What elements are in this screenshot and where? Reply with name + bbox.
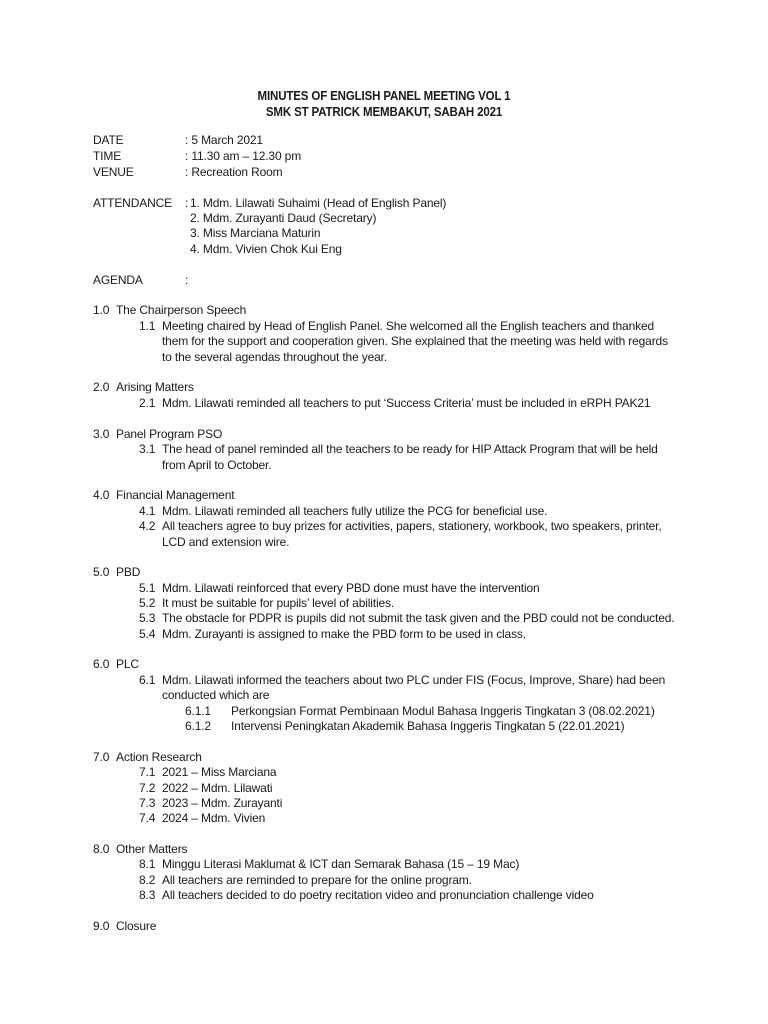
item-number: 2.1 [139, 396, 156, 410]
section-number: 3.0 [93, 427, 110, 441]
section-number: 4.0 [93, 488, 110, 502]
section-number: 5.0 [93, 565, 110, 579]
section-number: 6.0 [93, 657, 110, 671]
item-text-line: to the several agendas throughout the year. [162, 350, 388, 364]
item-number: 5.2 [139, 596, 156, 610]
item-number: 6.1 [139, 673, 156, 687]
section-title: PLC [116, 657, 139, 671]
item-text-line: conducted which are [162, 688, 270, 702]
subitem-text: Intervensi Peningkatan Akademik Bahasa Inggeris Tingkatan 5 (22.01.2021) [231, 719, 625, 733]
section-title: PBD [116, 565, 141, 579]
section-title: Action Research [116, 750, 202, 764]
attendance-label: ATTENDANCE [93, 196, 172, 210]
item-number: 5.1 [139, 581, 156, 595]
item-number: 8.3 [139, 888, 156, 902]
item-text-line: Minggu Literasi Maklumat & ICT dan Semarak Bahasa (15 – 19 Mac) [162, 857, 520, 871]
item-text-line: Mdm. Zurayanti is assigned to make the PBD form to be used in class. [162, 627, 526, 641]
item-text-line: Mdm. Lilawati reminded all teachers fully utilize the PCG for beneficial use. [162, 504, 548, 518]
item-text-line: The obstacle for PDPR is pupils did not submit the task given and the PBD could not be conducted. [162, 611, 675, 625]
item-text-line: 2021 – Miss Marciana [162, 765, 277, 779]
item-text-line: The head of panel reminded all the teachers to be ready for HIP Attack Program that will be held [162, 442, 658, 456]
item-number: 8.2 [139, 873, 156, 887]
item-text-line: them for the support and cooperation given. She explained that the meeting was held with regards [162, 334, 668, 348]
item-text-line: All teachers are reminded to prepare for the online program. [162, 873, 472, 887]
item-number: 4.1 [139, 504, 156, 518]
section-number: 7.0 [93, 750, 110, 764]
title-line-1: MINUTES OF ENGLISH PANEL MEETING VOL 1 [257, 89, 511, 103]
item-text-line: Meeting chaired by Head of English Panel. She welcomed all the English teachers and thanked [162, 319, 654, 333]
subitem-text: Perkongsian Format Pembinaan Modul Bahasa Inggeris Tingkatan 3 (08.02.2021) [231, 704, 655, 718]
item-number: 1.1 [139, 319, 156, 333]
section-number: 8.0 [93, 842, 110, 856]
item-text-line: 2022 – Mdm. Lilawati [162, 781, 273, 795]
section-title: Panel Program PSO [116, 427, 223, 441]
item-number: 3.1 [139, 442, 156, 456]
attendee: 4. Mdm. Vivien Chok Kui Eng [190, 242, 342, 256]
time-label: TIME [93, 149, 122, 163]
item-text-line: Mdm. Lilawati reminded all teachers to put ‘Success Criteria’ must be included in eRPH PAK21 [162, 396, 651, 410]
item-number: 7.1 [139, 765, 156, 779]
item-text-line: Mdm. Lilawati reinforced that every PBD done must have the intervention [162, 581, 540, 595]
item-number: 4.2 [139, 519, 156, 533]
item-number: 7.2 [139, 781, 156, 795]
item-text-line: LCD and extension wire. [162, 535, 290, 549]
attendance-colon: : [185, 196, 189, 210]
item-number: 8.1 [139, 857, 156, 871]
item-text-line: Mdm. Lilawati informed the teachers about two PLC under FIS (Focus, Improve, Share) had been [162, 673, 666, 687]
section-title: Closure [116, 919, 157, 933]
section-title: Arising Matters [116, 380, 194, 394]
item-number: 7.3 [139, 796, 156, 810]
item-text-line: 2023 – Mdm. Zurayanti [162, 796, 283, 810]
agenda-label: AGENDA [93, 273, 143, 287]
item-number: 5.3 [139, 611, 156, 625]
time-value: : 11.30 am – 12.30 pm [185, 149, 302, 163]
subitem-number: 6.1.1 [185, 704, 211, 718]
section-title: Other Matters [116, 842, 188, 856]
venue-value: : Recreation Room [185, 165, 283, 179]
section-title: Financial Management [116, 488, 235, 502]
subitem-number: 6.1.2 [185, 719, 211, 733]
item-number: 5.4 [139, 627, 156, 641]
title-line-2: SMK ST PATRICK MEMBAKUT, SABAH 2021 [265, 105, 503, 119]
item-text-line: from April to October. [162, 458, 272, 472]
section-number: 2.0 [93, 380, 110, 394]
item-text-line: It must be suitable for pupils’ level of abilities. [162, 596, 395, 610]
document-title [0, 88, 768, 120]
item-text-line: All teachers decided to do poetry recitation video and pronunciation challenge video [162, 888, 594, 902]
section-number: 1.0 [93, 303, 110, 317]
attendee: 3. Miss Marciana Maturin [190, 226, 321, 240]
item-text-line: All teachers agree to buy prizes for activities, papers, stationery, workbook, two speakers, printer, [162, 519, 662, 533]
attendee: 2. Mdm. Zurayanti Daud (Secretary) [190, 211, 377, 225]
attendee: 1. Mdm. Lilawati Suhaimi (Head of English Panel) [190, 196, 447, 210]
section-number: 9.0 [93, 919, 110, 933]
agenda-colon: : [185, 273, 189, 287]
venue-label: VENUE [93, 165, 134, 179]
date-value: : 5 March 2021 [185, 133, 263, 147]
section-title: The Chairperson Speech [116, 303, 247, 317]
item-number: 7.4 [139, 811, 156, 825]
item-text-line: 2024 – Mdm. Vivien [162, 811, 266, 825]
date-label: DATE [93, 133, 124, 147]
